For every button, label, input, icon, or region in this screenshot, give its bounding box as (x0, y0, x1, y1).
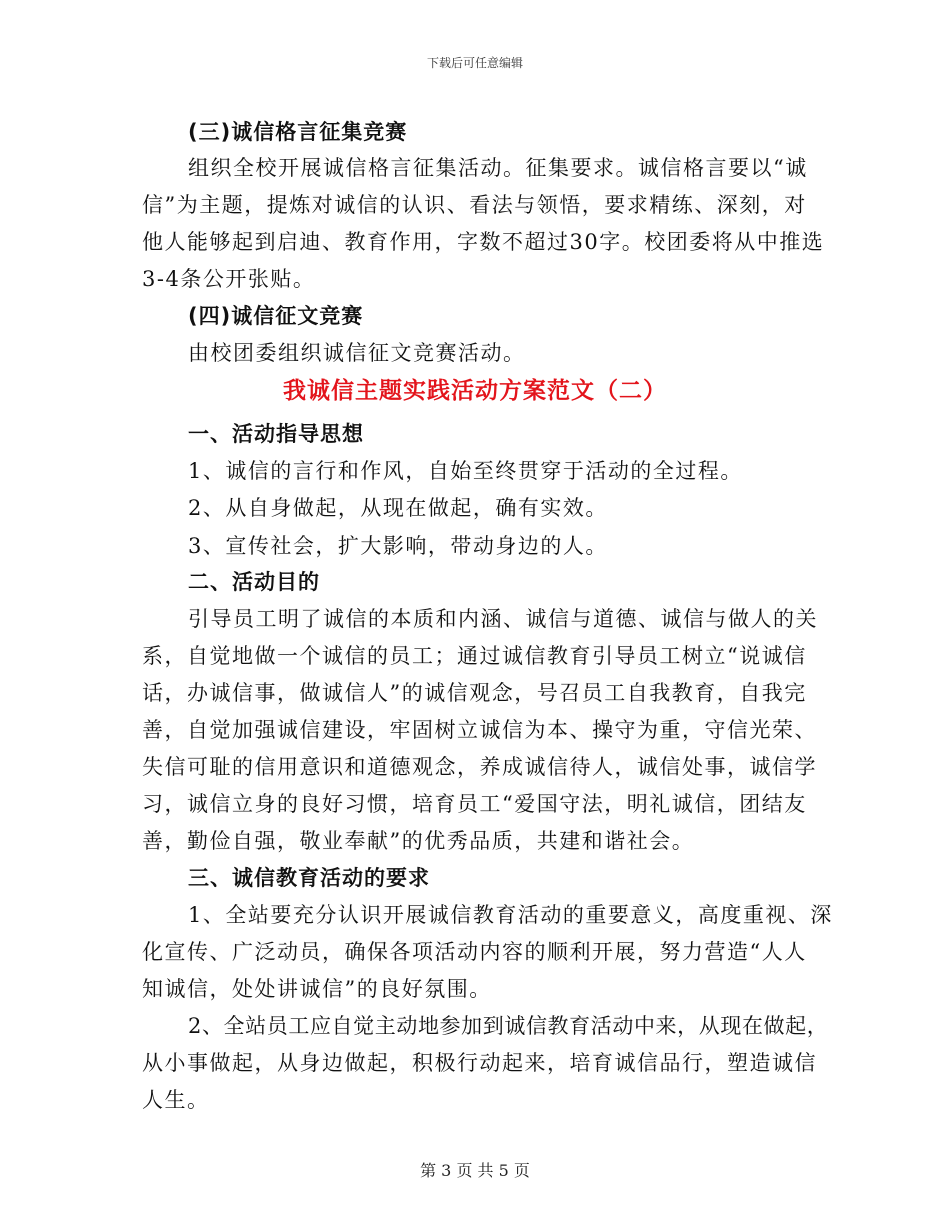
part2-line: 善，自觉加强诚信建设，牢固树立诚信为本、操守为重，守信光荣、 (142, 718, 817, 742)
page-footer: 第 3 页 共 5 页 (420, 1161, 530, 1180)
part2-line: 系，自觉地做一个诚信的员工；通过诚信教育引导员工树立“说诚信 (142, 644, 807, 668)
section4-heading: (四)诚信征文竞赛 (188, 304, 364, 328)
document-title: 我诚信主题实践活动方案范文（二） (283, 378, 667, 404)
part3-line: 人生。 (142, 1088, 210, 1112)
part3-line: 化宣传、广泛动员，确保各项活动内容的顺利开展，努力营造“人人 (142, 940, 807, 964)
part3-line: 从小事做起，从身边做起，积极行动起来，培育诚信品行，塑造诚信 (142, 1051, 817, 1075)
part2-line: 善，勤俭自强，敬业奉献”的优秀品质，共建和谐社会。 (142, 829, 695, 853)
part3-heading: 三、诚信教育活动的要求 (188, 866, 430, 890)
part3-line: 1、全站要充分认识开展诚信教育活动的重要意义，高度重视、深 (188, 903, 833, 927)
section3-line: 他人能够起到启迪、教育作用，字数不超过30字。校团委将从中推选 (142, 230, 825, 254)
part3-line: 知诚信，处处讲诚信”的良好氛围。 (142, 977, 492, 1001)
part3-line: 2、全站员工应自觉主动地参加到诚信教育活动中来，从现在做起， (188, 1014, 829, 1038)
section3-line: 组织全校开展诚信格言征集活动。征集要求。诚信格言要以“诚 (188, 156, 808, 180)
part2-line: 话，办诚信事，做诚信人”的诚信观念，号召员工自我教育，自我完 (142, 681, 807, 705)
part1-heading: 一、活动指导思想 (188, 422, 364, 446)
section4-line: 由校团委组织诚信征文竞赛活动。 (188, 341, 526, 365)
part2-heading: 二、活动目的 (188, 570, 320, 594)
section3-line: 信”为主题，提炼对诚信的认识、看法与领悟，要求精练、深刻，对 (142, 193, 807, 217)
part2-line: 引导员工明了诚信的本质和内涵、诚信与道德、诚信与做人的关 (188, 607, 818, 631)
part2-line: 习，诚信立身的良好习惯，培育员工“爱国守法，明礼诚信，团结友 (142, 792, 807, 816)
page-header: 下载后可任意编辑 (426, 56, 523, 70)
part1-item: 1、诚信的言行和作风，自始至终贯穿于活动的全过程。 (188, 459, 743, 483)
part2-line: 失信可耻的信用意识和道德观念，养成诚信待人，诚信处事，诚信学 (142, 755, 817, 779)
part1-item: 2、从自身做起，从现在做起，确有实效。 (188, 496, 608, 520)
part1-item: 3、宣传社会，扩大影响，带动身边的人。 (188, 534, 608, 558)
section3-line: 3-4条公开张贴。 (142, 267, 316, 291)
section3-heading: (三)诚信格言征集竞赛 (188, 120, 408, 144)
